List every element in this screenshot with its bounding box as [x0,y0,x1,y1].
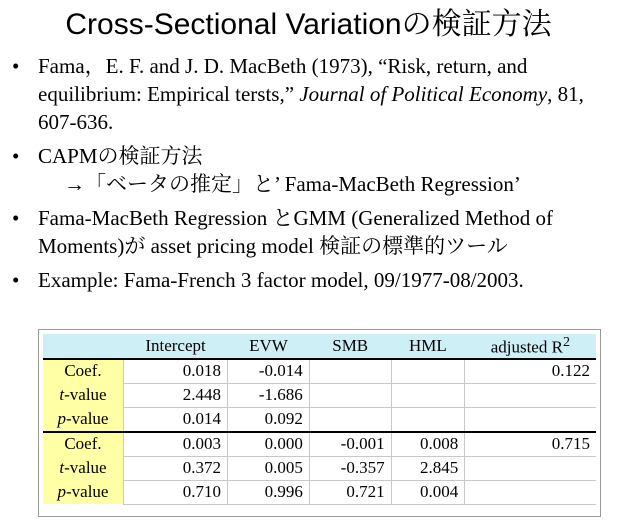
row-label-text: -value [64,458,107,478]
capm-line: CAPMの検証方法 [38,144,203,168]
reference-text: Fama，E. F. and J. D. MacBeth (1973), “Risk, return, and equilibrium: Empirical tersts,” [38,54,528,106]
slide-title: Cross-Sectional Variationの検証方法 [65,8,552,41]
table-row [43,456,596,480]
header-blank [43,334,124,359]
table-cell: 0.005 [228,456,310,480]
row-label-text: Coef. [64,361,102,381]
row-label-var: t [59,385,65,405]
table-cell: 0.721 [309,480,391,504]
table-cell [309,359,391,384]
header-intercept: Intercept [124,334,228,359]
table-cell [465,480,596,504]
bullet-capm [10,142,610,198]
journal-name: Journal of Political Economy [299,82,548,106]
row-label [43,432,124,457]
table-cell [391,407,465,432]
row-label [43,383,124,407]
table-cell: 0.715 [465,432,596,457]
table-row [43,480,596,504]
table-cell: 0.000 [228,432,310,457]
example-text: Example: Fama-French 3 factor model, 09/1977-08/2003. [38,268,524,292]
row-label-var: p [57,482,66,502]
bullet-reference [10,52,610,136]
table-cell: -1.686 [228,383,310,407]
row-label-text: -value [64,385,107,405]
table-row [43,432,596,457]
table-cell: 2.845 [391,456,465,480]
table-header-row [43,334,596,359]
row-label [43,480,124,504]
header-hml: HML [391,334,465,359]
header-smb: SMB [309,334,391,359]
row-label-text: Coef. [64,434,102,454]
row-label [43,407,124,432]
row-label-text: -value [66,408,109,428]
table-row [43,407,596,432]
row-label-var: p [57,408,66,428]
table-cell: 0.996 [228,480,310,504]
regression-table-frame [38,329,601,517]
table-cell [309,383,391,407]
r-superscript: 2 [562,334,571,350]
table-cell [465,407,596,432]
table-cell: 0.122 [465,359,596,384]
bullet-dot: • [12,54,20,78]
bullet-dot: • [12,144,20,168]
gmm-text: Fama-MacBeth Regression とGMM (Generalized Method of Moments)が asset pricing model 検証の標準的ツール [38,206,553,258]
table-cell [391,359,465,384]
table-body [43,359,596,505]
table-cell: 0.710 [124,480,228,504]
table-cell [465,383,596,407]
table-cell: 2.448 [124,383,228,407]
adjusted-r-label: adjusted R [490,337,563,357]
header-evw: EVW [228,334,310,359]
table-cell: 0.018 [124,359,228,384]
table-row [43,359,596,384]
capm-subline: →「ベータの推定」と’ Fama-MacBeth Regression’ [64,172,521,196]
table-cell: 0.004 [391,480,465,504]
table-cell: 0.014 [124,407,228,432]
table-cell [391,383,465,407]
row-label-var: t [59,458,65,478]
table-cell: -0.001 [309,432,391,457]
table-cell: -0.014 [228,359,310,384]
bullet-list [10,52,610,300]
bullet-gmm [10,204,610,260]
table-cell: 0.003 [124,432,228,457]
row-label [43,456,124,480]
row-label [43,359,124,384]
reference-volume: , 81, 607-636. [38,82,584,134]
table-cell: -0.357 [309,456,391,480]
header-adjusted-r2 [465,334,596,359]
row-label-text: -value [66,482,109,502]
bullet-example [10,266,610,294]
bullet-dot: • [12,268,20,292]
table-cell [465,456,596,480]
table-cell: 0.372 [124,456,228,480]
table-cell: 0.008 [391,432,465,457]
table-cell: 0.092 [228,407,310,432]
bullet-dot: • [12,206,20,230]
table-cell [309,407,391,432]
table-row [43,383,596,407]
regression-table [43,334,596,505]
